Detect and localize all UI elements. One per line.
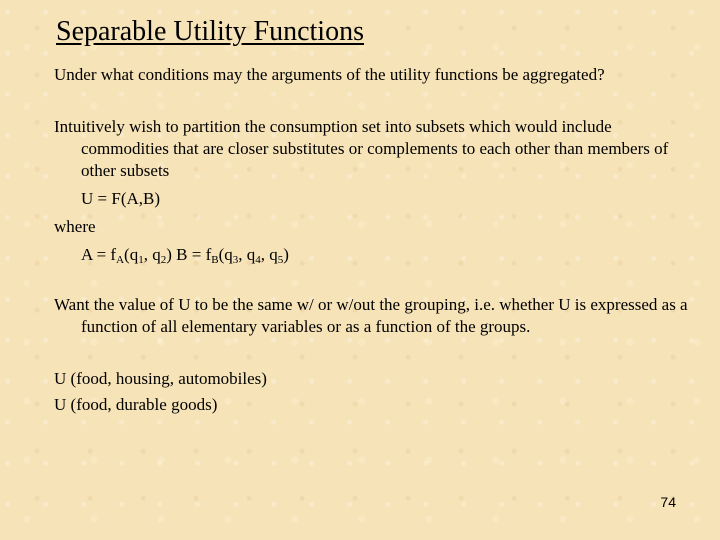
formula-a-sep: , q [143,245,161,264]
formula-q3-subscript: 3 [232,254,239,266]
formula-a-close: ) [166,245,172,264]
utility-definition: U = F(A,B) [81,189,161,208]
formula-b-f-subscript: B [211,254,219,266]
group-formula [54,244,694,266]
slide-title: Separable Utility Functions [56,16,364,47]
formula-q1-subscript: 1 [138,254,144,266]
formula-b-sep2: , q [260,245,278,264]
example-line-1: U (food, housing, automobiles) [54,369,267,388]
formula-q4-subscript: 4 [255,254,261,266]
formula-a-open: (q [124,245,139,264]
where-label: where [54,217,96,236]
intuition-paragraph: Intuitively wish to partition the consumption set into subsets which would include commodities that are closer substitutes or complements to each other than members of other subsets [54,117,669,180]
formula-b-lhs: B = f [171,245,212,264]
question-paragraph: Under what conditions may the arguments of the utility functions be aggregated? [54,65,605,84]
example-line-2: U (food, durable goods) [54,395,218,414]
page-number: 74 [660,494,676,510]
formula-b-sep1: , q [238,245,256,264]
slide-body [54,64,694,416]
formula-b-open: (q [218,245,233,264]
formula-b-close: ) [283,245,289,264]
formula-q5-subscript: 5 [277,254,284,266]
formula-a-lhs: A = f [81,245,117,264]
want-paragraph: Want the value of U to be the same w/ or w/out the grouping, i.e. whether U is expressed as a function of all elementary variables or as a function of the groups. [54,295,688,336]
formula-a-f-subscript: A [116,254,125,266]
formula-q2-subscript: 2 [160,254,167,266]
